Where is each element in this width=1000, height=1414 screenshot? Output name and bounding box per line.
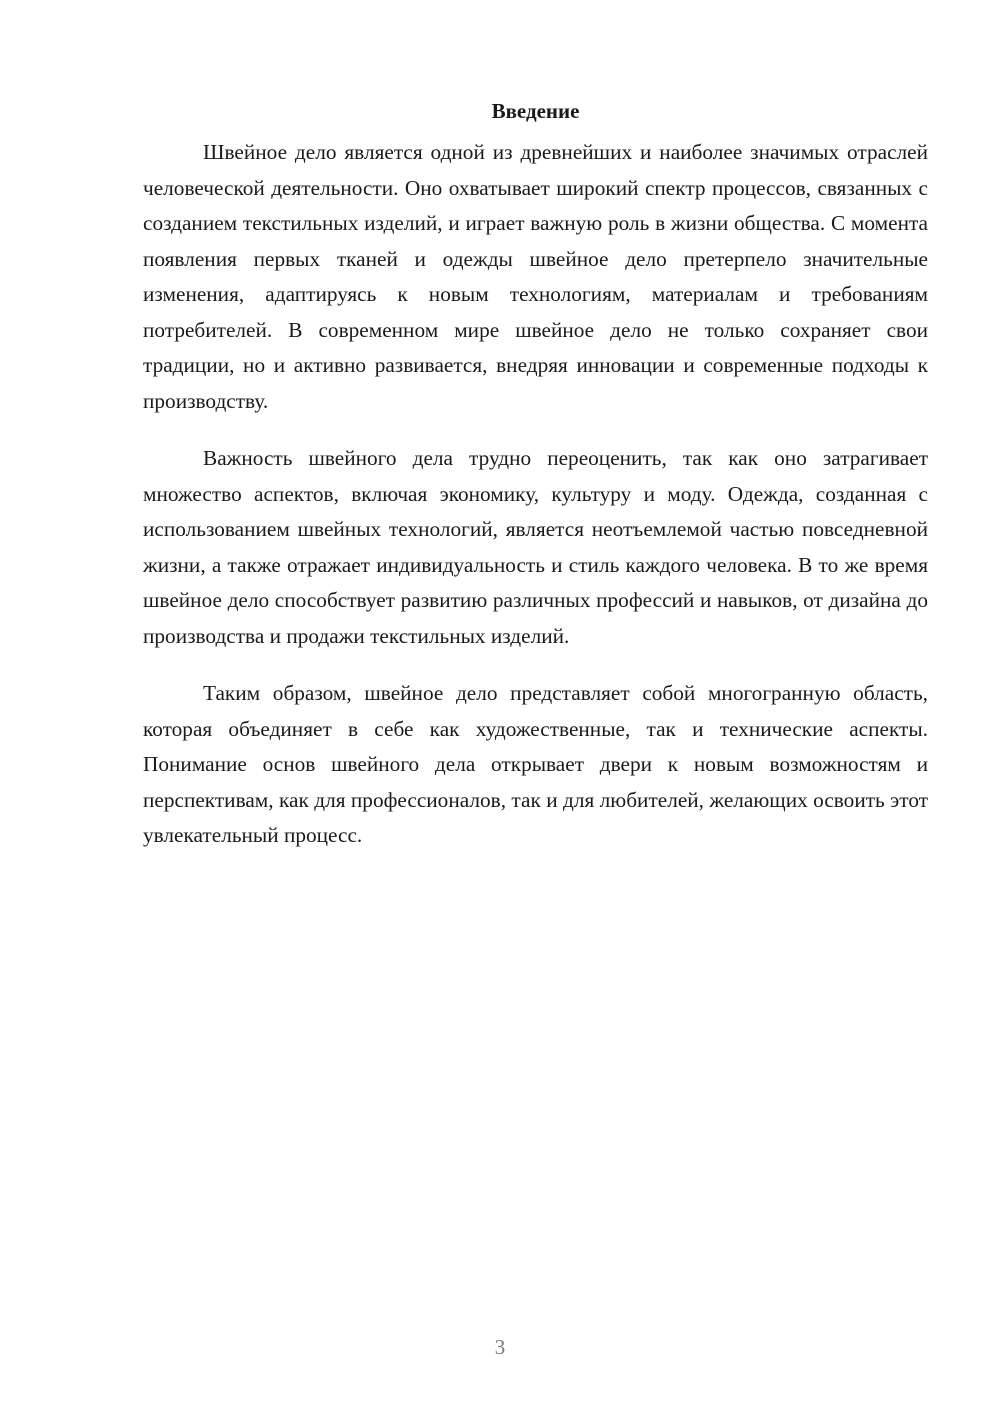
section-title: Введение [491, 99, 580, 123]
paragraph-1: Швейное дело является одной из древнейших и наиболее значимых отраслей человеческой деятельности. Оно охватывает широкий спектр процессов, связанных с созданием текстильных изделий, и играет важную роль в жизни общества. С момента появления первых тканей и одежды швейное дело претерпело значительные изменения, адаптируясь к новым технологиям, материалам и требованиям потребителей. В современном мире швейное дело не только сохраняет свои традиции, но и активно развивается, внедряя инновации и современные подходы к производству. [143, 140, 928, 413]
page-content [143, 94, 928, 876]
page-number: 3 [494, 1335, 506, 1359]
paragraph-2: Важность швейного дела трудно переоценить, так как оно затрагивает множество аспектов, включая экономику, культуру и моду. Одежда, созданная с использованием швейных технологий, является неотъемлемой частью повседневной жизни, а также отражает индивидуальность и стиль каждого человека. В то же время швейное дело способствует развитию различных профессий и навыков, от дизайна до производства и продажи текстильных изделий. [143, 446, 928, 648]
paragraph-3: Таким образом, швейное дело представляет собой многогранную область, которая объединяет в себе как художественные, так и технические аспекты. Понимание основ швейного дела открывает двери к новым возможностям и перспективам, как для профессионалов, так и для любителей, желающих освоить этот увлекательный процесс. [143, 681, 928, 847]
